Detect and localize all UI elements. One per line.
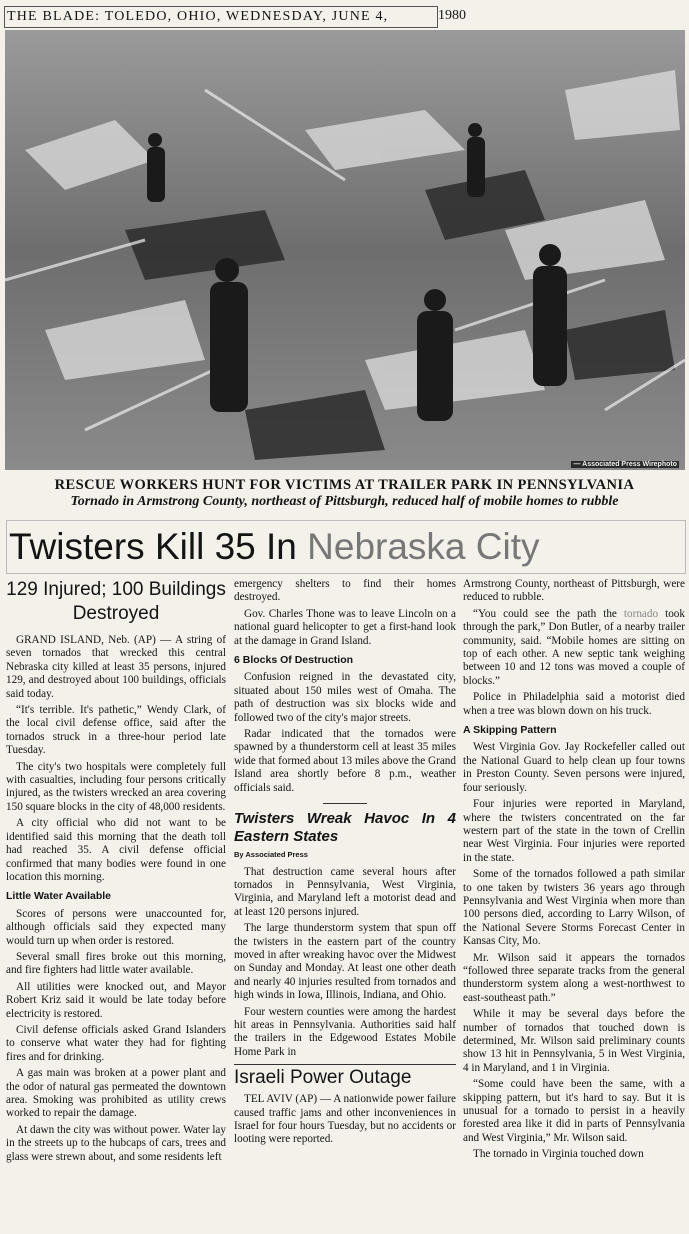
- paragraph: A gas main was broken at a power plant and the odor of natural gas permeated the downtown area. Smoking was prohibited as utility crews worked to repair the damage.: [6, 1067, 226, 1120]
- subhead: Little Water Available: [6, 890, 112, 903]
- sidebar-headline: Twisters Wreak Havoc In 4 Eastern States: [234, 810, 456, 846]
- headline-main: Twisters Kill 35 In: [9, 526, 297, 567]
- photo-credit: — Associated Press Wirephoto: [573, 461, 677, 468]
- caption-sub: Tornado in Armstrong County, northeast of Pittsburgh, reduced half of mobile homes to rubble: [70, 494, 619, 509]
- paragraph: “Some could have been the same, with a skipping pattern, but it's hard to say. But it is unusual for a tornado to persist in a heavily forested area like it did in parts of Pennsylvania and West Virginia,” Mr. Wilson said.: [463, 1078, 685, 1144]
- paragraph: The city's two hospitals were completely full with casualties, including four persons critically injured, as the twisters wrecked an area covering 150 square blocks in the city of 48,000 residents.: [6, 760, 226, 813]
- secondary-headline: Israeli Power Outage: [234, 1064, 456, 1089]
- column-2: [234, 578, 456, 1230]
- paragraph: Armstrong County, northeast of Pittsburgh, were reduced to rubble.: [463, 578, 685, 604]
- paragraph: Four injuries were reported in Maryland, where the twisters concentrated on the far western part of the state in the town of Crellin near West Virginia. Four injuries were reported in the state.: [463, 798, 685, 864]
- paragraph: While it may be several days before the number of tornados that touched down is determined, Mr. Wilson said preliminary counts show 13 hit in Pennsylvania, 5 in West Virginia, 4 in Maryland, and 1 in Virginia.: [463, 1008, 685, 1074]
- paragraph: At dawn the city was without power. Water lay in the streets up to the hubcaps of cars, trees and glass were strewn about, and some residents left: [6, 1123, 226, 1163]
- paragraph: Radar indicated that the tornados were spawned by a thunderstorm cell at least 35 miles wide that formed about 13 miles above the Grand Island area shortly before 8 p.m., weather officials said.: [234, 728, 456, 794]
- paragraph: Police in Philadelphia said a motorist died when a tree was blown down on his truck.: [463, 691, 685, 717]
- paragraph: The tornado in Virginia touched down: [473, 1148, 644, 1161]
- masthead: THE BLADE: TOLEDO, OHIO, WEDNESDAY, JUNE 4,: [4, 6, 438, 28]
- paragraph: A city official who did not want to be identified said this morning that the death toll had reached 35. A civil defense official confirmed that many bodies were found in one location this morning.: [6, 817, 226, 883]
- paragraph: The large thunderstorm system that spun off the twisters in the eastern part of the country moved in after wreaking havoc over the Midwest on Sunday and Monday. At least one other death and nearly 40 injuries resulted from tornados and high winds in Iowa, Illinois, Indiana, and Ohio.: [234, 922, 456, 1002]
- masthead-year: 1980: [438, 8, 466, 23]
- paragraph: Confusion reigned in the devastated city, situated about 150 miles west of Omaha. The path of destruction was six blocks wide and followed two of the city's major streets.: [234, 671, 456, 724]
- paragraph: West Virginia Gov. Jay Rockefeller called out the National Guard to help clean up four towns in Preston County. Seven persons were injured, four seriously.: [463, 741, 685, 794]
- byline: By Associated Press: [234, 850, 308, 860]
- paragraph: TEL AVIV (AP) — A nationwide power failure caused traffic jams and other inconveniences in Israel for four hours Tuesday, but no accidents or looting were reported.: [234, 1093, 456, 1146]
- main-headline: [6, 520, 686, 574]
- text-run: took through the park,” Don Butler, of a nearby trailer community, said. “Mobile homes are sitting on top of each other. A new septic tank weighing between 10 and 12 tons was moved a couple of blocks.”: [463, 607, 685, 687]
- news-photo: [5, 30, 685, 470]
- headline-faded: Nebraska City: [307, 526, 540, 567]
- deck: 129 Injured; 100 Buildings Destroyed: [6, 579, 226, 624]
- paragraph: That destruction came several hours after tornados in Pennsylvania, West Virginia, Virginia, and Maryland left a motorist dead and at least 120 persons injured.: [234, 865, 456, 918]
- paragraph: Some of the tornados followed a path similar to one taken by twisters 36 years ago through Pennsylvania and West Virginia when more than 100 persons died, according to Larry Wilson, of the National Severe Storms Forecast Center in Kansas City, Mo.: [463, 868, 685, 948]
- paragraph: Gov. Charles Thone was to leave Lincoln on a national guard helicopter to get a first-hand look at the damage in Grand Island.: [234, 607, 456, 647]
- column-1: [6, 578, 226, 1230]
- paragraph: [463, 608, 685, 688]
- subhead: A Skipping Pattern: [463, 724, 557, 737]
- caption-head: RESCUE WORKERS HUNT FOR VICTIMS AT TRAILER PARK IN PENNSYLVANIA: [54, 477, 635, 493]
- faded-text: tornado: [623, 607, 659, 620]
- paragraph: “It's terrible. It's pathetic,” Wendy Clark, of the local civil defense office, said after the tornados struck in a three-hour period late Tuesday.: [6, 704, 226, 757]
- paragraph: Several small fires broke out this morning, and fire fighters had little water available.: [6, 950, 226, 977]
- subhead: 6 Blocks Of Destruction: [234, 654, 354, 667]
- paragraph: Civil defense officials asked Grand Islanders to conserve what water they had for fighting fires and for drinking.: [6, 1023, 226, 1063]
- debris-photo-illustration: [5, 30, 685, 470]
- text-run: “You could see the path the: [473, 607, 624, 620]
- column-3: [463, 578, 685, 1230]
- paragraph: Mr. Wilson said it appears the tornados “followed three separate tracks from the general thunderstorm system along a west-northwest to east-southeast path.”: [463, 951, 685, 1004]
- paragraph: GRAND ISLAND, Neb. (AP) — A string of seven tornados that wrecked this central Nebraska city killed at least 35 persons, injured 129, and destroyed about 100 buildings, officials said today.: [6, 634, 226, 700]
- paragraph: emergency shelters to find their homes destroyed.: [234, 578, 456, 604]
- paragraph: Scores of persons were unaccounted for, although officials said they expected many would turn up when order is restored.: [6, 907, 226, 947]
- paragraph: Four western counties were among the hardest hit areas in Pennsylvania. Authorities said half the trailers in the Edgewood Estates Mobile Home Park in: [234, 1005, 456, 1058]
- paragraph: All utilities were knocked out, and Mayor Robert Kriz said it would be late today before electricity is restored.: [6, 980, 226, 1020]
- divider: [323, 803, 367, 804]
